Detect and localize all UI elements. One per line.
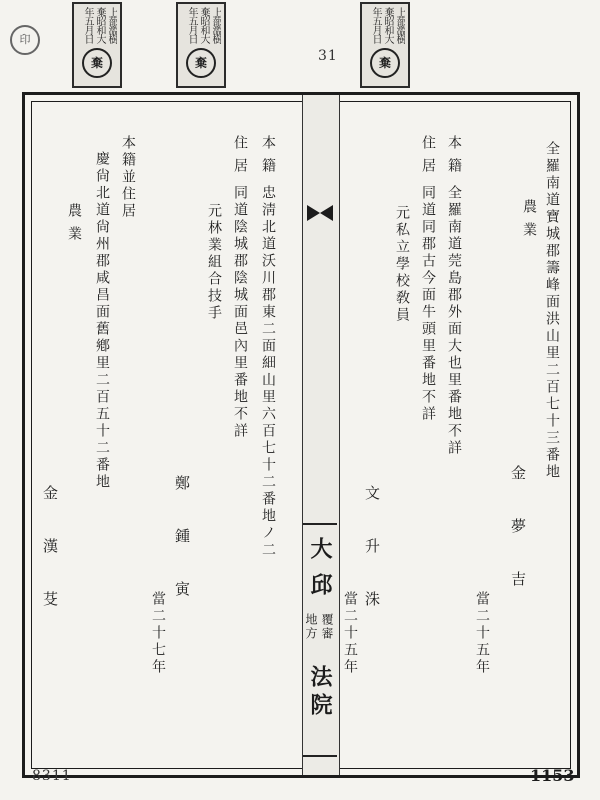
- right-residence-text: 同道同郡古今面牛頭里番地不詳: [420, 185, 436, 423]
- right-person-name-1: 金夢吉: [509, 465, 527, 624]
- right-occupation-label: 農業: [521, 199, 537, 245]
- stamp-text: 上蔀濫樹棄昭和大年五月日: [186, 7, 221, 43]
- stamp-text: 上蔀濫樹棄昭和大年五月日: [370, 7, 405, 43]
- left-residence-text: 同道陰城郡陰城面邑內里番地不詳: [232, 185, 248, 440]
- right-person-age-1: 當二十五年: [474, 591, 490, 676]
- archive-stamp-1: [72, 2, 122, 88]
- right-former-occupation: 元私立學校敎員: [394, 205, 410, 324]
- left-former-occupation: 元林業組合技手: [206, 203, 222, 322]
- page-number-top: 31: [318, 48, 338, 64]
- left-person-name-1: 鄭鍾寅: [173, 475, 191, 634]
- page-number-bottom-left: 8311: [32, 768, 72, 784]
- court-name-box: [303, 523, 337, 757]
- stamp-seal: 棄: [82, 48, 112, 78]
- left-honseki-label: 本籍: [260, 135, 276, 181]
- corner-seal: 印: [10, 25, 40, 55]
- court-small-1: 覆審: [320, 613, 334, 641]
- stamp-seal: 棄: [186, 48, 216, 78]
- left-person-name-2: 金漢芟: [41, 485, 59, 644]
- court-char-3: 法院: [307, 665, 333, 721]
- court-char-2: 邱: [307, 573, 333, 601]
- right-person-age-2: 當二十五年: [342, 591, 358, 676]
- left-person-age-1: 當二十七年: [150, 591, 166, 676]
- page-number-bottom-right: 1153: [530, 766, 575, 785]
- inner-border: [31, 101, 571, 769]
- stamp-seal: 棄: [370, 48, 400, 78]
- left-occupation-label: 農業: [66, 203, 82, 249]
- bowtie-ornament-icon: [307, 205, 333, 221]
- right-address-line: 全羅南道寶城郡籌峰面洪山里二百七十三番地: [544, 141, 560, 481]
- stamp-text: 上蔀濫樹棄昭和大年五月日: [82, 7, 117, 43]
- right-honseki-text: 全羅南道莞島郡外面大也里番地不詳: [446, 185, 462, 457]
- center-binding-band: [302, 95, 340, 775]
- right-honseki-label: 本籍: [446, 135, 462, 181]
- left-residence-label: 住居: [232, 135, 248, 181]
- archive-stamp-2: [176, 2, 226, 88]
- court-small-2: 地方: [304, 613, 318, 641]
- archive-stamp-3: [360, 2, 410, 88]
- left-honseki-text: 忠淸北道沃川郡東二面細山里六百七十二番地ノ二: [260, 185, 276, 559]
- right-residence-label: 住居: [420, 135, 436, 181]
- left-honseki-residence-label: 本籍並住居: [120, 135, 136, 220]
- right-person-name-2: 文升洙: [363, 485, 381, 644]
- left-address-line: 慶尙北道尙州郡咸昌面舊鄕里二百五十二番地: [94, 151, 110, 491]
- court-char-1: 大: [307, 537, 333, 565]
- document-frame: [22, 92, 580, 778]
